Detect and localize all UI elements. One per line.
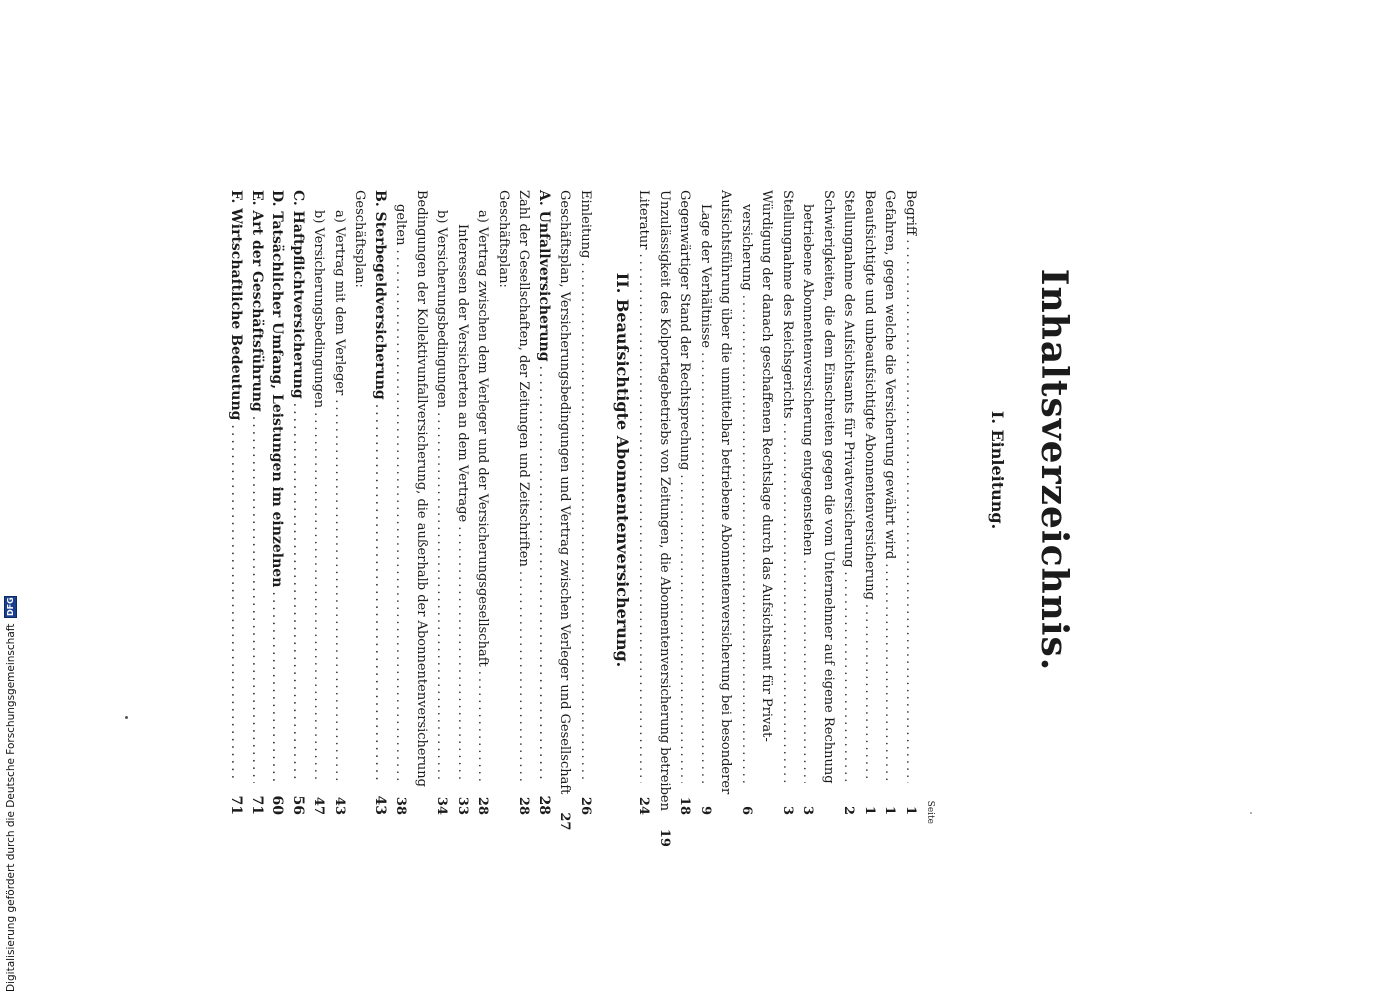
toc-entry: [695, 190, 716, 815]
dot-leader: [575, 262, 596, 783]
dot-leader: [633, 253, 654, 783]
toc-entry-label: B. Sterbegeldversicherung: [372, 190, 388, 400]
toc-entry: [226, 190, 247, 815]
dot-leader: [452, 526, 473, 783]
toc-entry-page: 6: [739, 805, 754, 815]
toc-entry-label: Zahl der Gesellschaften, der Zeitungen und Zeitschriften: [516, 190, 532, 567]
dot-leader: [797, 560, 818, 783]
dot-leader: [534, 365, 555, 783]
toc-entry: [267, 190, 288, 815]
dot-leader: [695, 352, 716, 783]
toc-entry-page: 19: [657, 828, 672, 847]
toc-section-beaufsichtigte: [226, 190, 595, 831]
toc-entry-page: 28: [516, 796, 532, 815]
toc-entry-page: 1: [903, 805, 918, 815]
toc-entry-page: 60: [269, 795, 286, 815]
toc-entry: [452, 190, 473, 815]
toc-entry-label: Unzulässigkeit des Kolportagebetriebs von Zeitungen, die Abonnentenversicherung betreiben: [657, 190, 672, 811]
dot-leader: [777, 423, 798, 783]
dot-leader: [226, 424, 247, 783]
digitization-footer: [4, 596, 17, 992]
toc-entry-label: E. Art der Geschäftsführung: [249, 190, 265, 412]
toc-entry-page: 1: [862, 805, 877, 815]
toc-entry-page: 27: [557, 812, 573, 831]
toc-entry-label: Stellungnahme des Reichsgerichts: [780, 190, 795, 419]
scan-speck: [1250, 812, 1252, 814]
section-heading-beaufsichtigte: II. Beaufsichtigte Abonnentenversicherung.: [613, 272, 632, 668]
toc-entry-page: 18: [677, 796, 693, 815]
toc-entry: [390, 190, 411, 815]
toc-entry: [879, 190, 900, 815]
toc-entry-label: Lage der Verhältnisse: [698, 204, 713, 349]
toc-entry: [349, 190, 370, 815]
toc-entry-label: Einleitung: [578, 190, 593, 259]
toc-entry-label: versicherung: [739, 204, 754, 291]
dfg-logo: DFG: [6, 597, 15, 616]
toc-entry-page: 43: [332, 796, 347, 815]
toc-page: [228, 110, 1085, 847]
toc-entry-page: 3: [780, 805, 795, 815]
toc-entry-label: Schwierigkeiten, die dem Einschreiten gegen die vom Unternehmer auf eigene Rechnung: [821, 190, 836, 784]
dot-leader: [736, 295, 757, 783]
toc-entry-page: 71: [249, 795, 265, 815]
toc-entry-label: Literatur: [636, 190, 652, 250]
section-heading-einleitung: I. Einleitung.: [988, 410, 1007, 530]
toc-entry: [674, 190, 695, 815]
toc-entry: [900, 190, 921, 815]
toc-entry-page: 28: [475, 796, 491, 815]
dot-leader: [267, 591, 288, 783]
toc-entry-label: Beaufsichtigte und unbeaufsichtigte Abonnentenversicherung: [862, 190, 877, 600]
toc-entry-label: C. Haftpflichtversicherung: [290, 190, 306, 399]
toc-entry-label: Gegenwärtiger Stand der Rechtsprechung: [677, 190, 693, 471]
toc-entry-page: 9: [698, 805, 713, 815]
toc-entry: [411, 190, 432, 815]
toc-entry-page: 1: [882, 805, 898, 815]
toc-entry-label: a) Vertrag mit dem Verleger: [332, 210, 347, 396]
toc-entry-label: betriebene Abonnentenversicherung entgegenstehen: [800, 204, 816, 556]
page-title: Inhaltsverzeichnis.: [1033, 268, 1075, 672]
dot-leader: [900, 239, 921, 783]
toc-entry-label: Bedingungen der Kollektivunfallversicherung, die außerhalb der Abonnentenversicherung: [414, 190, 429, 787]
toc-entry: [654, 190, 675, 847]
dot-leader: [838, 571, 859, 783]
toc-entry-label: Würdigung der danach geschaffenen Rechtslage durch das Aufsichtsamt für Privat-: [759, 190, 775, 742]
toc-section-einleitung: [633, 190, 920, 847]
toc-entry-page: 24: [636, 796, 652, 815]
toc-entry-page: 26: [578, 796, 593, 815]
toc-entry-label: D. Tatsächlicher Umfang, Leistungen im einzelnen: [269, 190, 286, 588]
toc-entry-label: Geschäftsplan, Versicherungsbedingungen und Vertrag zwischen Verleger und Gesellschaft: [557, 190, 573, 795]
toc-entry-page: 34: [434, 796, 450, 815]
toc-entry-label: Geschäftsplan:: [496, 190, 511, 288]
toc-entry-label: Aufsichtsführung über die unmittelbar betriebene Abonnentenversicherung bei besonderer: [718, 190, 734, 795]
toc-entry-page: 47: [311, 796, 327, 815]
dot-leader: [390, 249, 411, 783]
toc-entry-label: A. Unfallversicherung: [536, 190, 552, 362]
toc-entry: [575, 190, 596, 815]
toc-entry: [308, 190, 329, 815]
toc-entry-label: F. Wirtschaftliche Bedeutung: [228, 190, 245, 421]
toc-entry-page: 33: [455, 796, 470, 815]
toc-entry-page: 28: [536, 795, 552, 815]
toc-entry: [370, 190, 391, 815]
dot-leader: [370, 404, 391, 783]
toc-entry: [554, 190, 575, 831]
dot-leader: [329, 399, 350, 783]
scan-speck: [125, 716, 128, 719]
toc-entry: [797, 190, 818, 815]
toc-entry: [288, 190, 309, 815]
toc-entry: [329, 190, 350, 815]
toc-entry: [431, 190, 452, 815]
toc-entry-label: a) Vertrag zwischen dem Verleger und der Versicherungsgesellschaft: [475, 210, 491, 667]
toc-entry-label: Begriff: [903, 190, 918, 236]
toc-entry: [756, 190, 777, 815]
toc-entry-label: Stellungnahme des Aufsichtsamts für Privatversicherung: [841, 190, 857, 568]
toc-entry-label: b) Versicherungsbedingungen: [434, 210, 450, 409]
toc-entry: [838, 190, 859, 815]
toc-entry: [534, 190, 555, 815]
dot-leader: [879, 563, 900, 783]
dot-leader: [674, 474, 695, 783]
page-column-header: Seite: [925, 800, 935, 824]
toc-entry: [736, 190, 757, 815]
toc-entry: [818, 190, 839, 815]
dot-leader: [859, 604, 880, 783]
toc-entry: [859, 190, 880, 815]
toc-entry: [247, 190, 268, 815]
toc-entry-page: 43: [372, 795, 388, 815]
toc-entry-label: Geschäftsplan:: [352, 190, 368, 288]
dot-leader: [288, 403, 309, 783]
toc-entry-page: 38: [393, 796, 409, 815]
toc-entry: [715, 190, 736, 815]
toc-entry-page: 56: [290, 795, 306, 815]
footer-note: Digitalisierung gefördert durch die Deutsche Forschungsgemeinschaft: [4, 623, 17, 992]
toc-entry-label: gelten: [393, 204, 409, 246]
dot-leader: [513, 571, 534, 783]
toc-entry-label: Gefahren, gegen welche die Versicherung gewährt wird: [882, 190, 898, 560]
dot-leader: [247, 416, 268, 783]
toc-entry-page: 2: [841, 805, 857, 815]
toc-entry: [472, 190, 493, 815]
toc-entry: [493, 190, 514, 815]
dot-leader: [431, 412, 452, 783]
toc-entry-page: 71: [228, 795, 245, 815]
toc-entry: [513, 190, 534, 815]
dot-leader: [472, 671, 493, 783]
toc-entry: [777, 190, 798, 815]
toc-entry: [633, 190, 654, 815]
toc-entry-label: Interessen der Versicherten an dem Vertrage: [455, 224, 470, 523]
toc-entry-label: b) Versicherungsbedingungen: [311, 210, 327, 409]
dot-leader: [308, 412, 329, 783]
toc-entry-page: 3: [800, 805, 816, 815]
